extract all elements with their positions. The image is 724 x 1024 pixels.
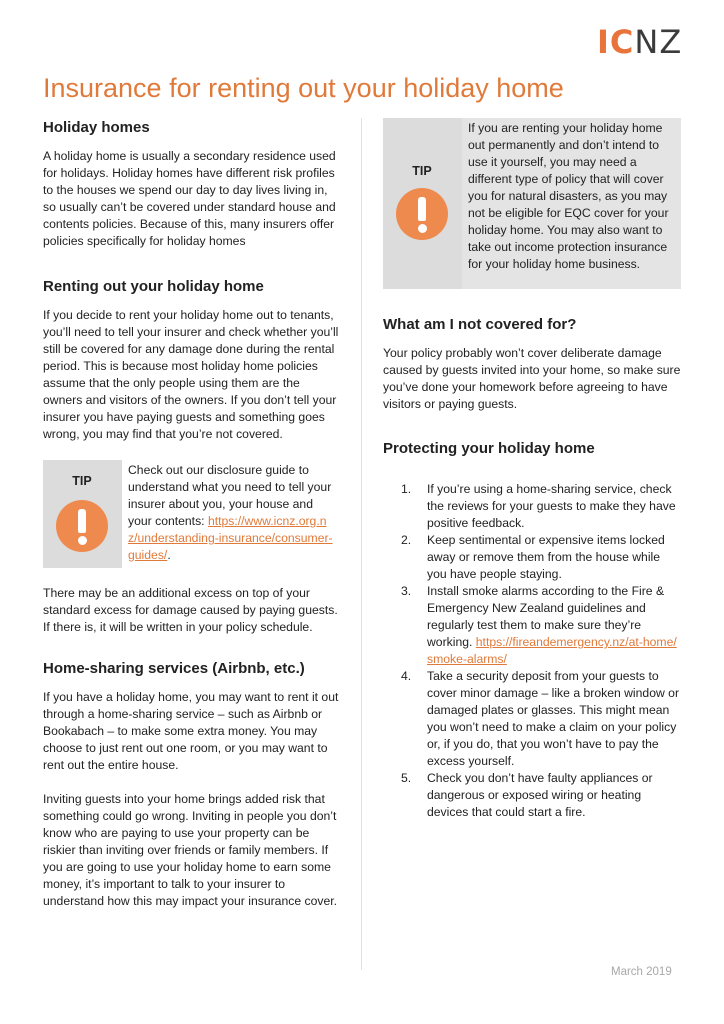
- list-text: Install smoke alarms according to the Fire & Emergency New Zealand guidelines and regularly test them to make sure they’re working.: [427, 584, 665, 649]
- heading-protecting: Protecting your holiday home: [383, 440, 595, 457]
- tip-box-disclosure: [43, 460, 341, 568]
- disclosure-guide-link[interactable]: https://www.icnz.org.nz/understanding-insurance/consumer-guides/: [128, 514, 333, 562]
- heading-renting-out: Renting out your holiday home: [43, 278, 264, 295]
- list-item: [383, 481, 681, 532]
- tip-body: Check out our disclosure guide to understand what you need to tell your insurer about you, your house and your contents:: [128, 463, 332, 528]
- tip-text: [121, 460, 341, 568]
- exclamation-icon: [56, 500, 108, 552]
- heading-home-sharing: Home-sharing services (Airbnb, etc.): [43, 660, 305, 677]
- renting-out-body: If you decide to rent your holiday home out to tenants, you’ll need to tell your insurer and check whether you’ll still be covered for any damage done during the rental period. This is because most holiday home policies assume that the only people using them are the owners and visitors of the owners. If you don’t tell your insurer you have paying guests and something goes wrong, you may find that you’re not covered.: [43, 308, 339, 441]
- right-column: [383, 118, 681, 821]
- logo-ic: IC: [597, 23, 635, 61]
- home-sharing-body-2: Inviting guests into your home brings added risk that something could go wrong. Inviting in people you don’t know who are paying to use your property can be riskier than inviting over friends or family members. If you are going to use your holiday home to earn some money, it’s important to talk to your insurer to understand how this may impact your insurance cover.: [43, 792, 337, 908]
- list-item: [383, 668, 681, 770]
- tip-side: [383, 118, 461, 289]
- home-sharing-body-1: If you have a holiday home, you may want to rent it out through a home-sharing service – such as Airbnb or Bookabach – to make some extra money. You may choose to just rent out one room, or you may want to rent out the entire house.: [43, 690, 339, 772]
- list-number: 4.: [401, 669, 412, 683]
- list-text: If you’re using a home-sharing service, check the reviews for your guests to make they have positive feedback.: [427, 482, 676, 530]
- tip-label: TIP: [72, 474, 92, 488]
- protecting-list: [383, 481, 681, 821]
- not-covered-body: Your policy probably won’t cover deliberate damage caused by guests invited into your home, so make sure you’ve done your homework before agreeing to have visitors or paying guests.: [383, 346, 681, 411]
- tip-body: If you are renting your holiday home out permanently and don’t intend to use it yourself, you may need a different type of policy that will cover you for natural disasters, as you may not be eligible for EQC cover for your holiday home. You may also want to take out income protection insurance for your holiday home business.: [468, 121, 669, 271]
- tip-text: [461, 118, 681, 289]
- tip-paragraph: [128, 462, 335, 564]
- list-number: 1.: [401, 482, 412, 496]
- footer-date: March 2019: [611, 966, 672, 978]
- smoke-alarms-link[interactable]: https://fireandemergency.nz/at-home/smoke-alarms/: [427, 635, 677, 666]
- left-column: [43, 118, 341, 910]
- list-item: [383, 583, 681, 668]
- list-text: Check you don’t have faulty appliances or dangerous or exposed wiring or heating devices that could start a fire.: [427, 771, 653, 819]
- excess-paragraph: There may be an additional excess on top of your standard excess for damage caused by paying guests. If there is, it will be written in your policy schedule.: [43, 586, 338, 634]
- list-item: [383, 770, 681, 821]
- list-number: 2.: [401, 533, 412, 547]
- tip-box-permanent: [383, 118, 681, 289]
- list-number: 3.: [401, 584, 412, 598]
- tip-side: [43, 460, 121, 568]
- exclamation-icon: [396, 188, 448, 240]
- heading-holiday-homes: Holiday homes: [43, 119, 150, 136]
- page-title: Insurance for renting out your holiday home: [43, 73, 564, 103]
- column-divider: [361, 118, 362, 970]
- list-item: [383, 532, 681, 583]
- list-number: 5.: [401, 771, 412, 785]
- list-text: Take a security deposit from your guests to cover minor damage – like a broken window or damaged plates or glasses. This might mean you won’t need to make a claim on your policy or, if you do, that you won’t have to pay the excess yourself.: [427, 669, 679, 768]
- logo-nz: NZ: [634, 23, 683, 61]
- holiday-homes-body: A holiday home is usually a secondary residence used for holidays. Holiday homes have different risk profiles to the houses we spend our day to day lives living in, so usually can’t be covered under standard house and contents policies. Because of this, many insurers offer policies specifically for holiday homes: [43, 149, 336, 248]
- heading-not-covered: What am I not covered for?: [383, 316, 577, 333]
- tip-after: .: [167, 548, 171, 562]
- icnz-logo: [597, 23, 683, 61]
- tip-label: TIP: [412, 164, 432, 178]
- list-text: Keep sentimental or expensive items locked away or remove them from the house while you have people staying.: [427, 533, 665, 581]
